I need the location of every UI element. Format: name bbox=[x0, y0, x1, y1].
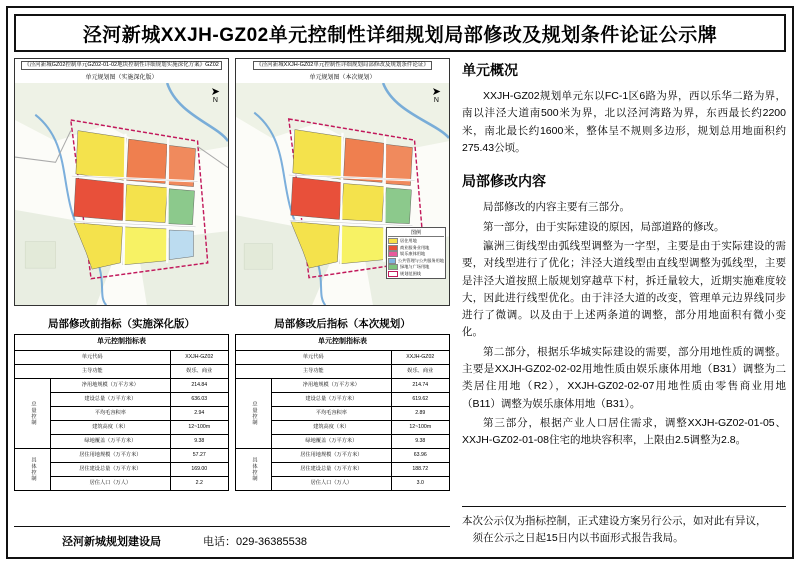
modification-paragraph: 第一部分，由于实际建设的原因，局部道路的修改。 bbox=[483, 220, 725, 233]
right-column bbox=[450, 58, 786, 551]
page-title: 泾河新城XXJH-GZ02单元控制性详细规划局部修改及规划条件论证公示牌 bbox=[82, 24, 718, 46]
maps-row bbox=[14, 58, 450, 306]
legend-item bbox=[388, 264, 444, 270]
legend-swatch bbox=[388, 245, 398, 251]
row-value: 2.2 bbox=[170, 477, 229, 491]
map-after bbox=[235, 58, 450, 306]
overview-paragraph: XXJH-GZ02规划单元东以FC-1区6路为界，西以乐华二路为界，南以沣泾大道南500米为界，北以泾河湾路为界，东西最长约2200米，南北最长约1600米，整体呈不规则多边形，规划总用地面积约275.43公顷。 bbox=[462, 90, 786, 154]
row-label: 居住人口（万人） bbox=[51, 477, 170, 491]
north-arrow-before bbox=[211, 87, 220, 104]
north-label-after: N bbox=[433, 96, 439, 104]
row-value: 636.03 bbox=[170, 393, 229, 407]
legend-swatch bbox=[388, 251, 398, 257]
notice-line-1: 本次公示仅为指标控制，正式建设方案另行公示，如对此有异议， bbox=[462, 515, 767, 528]
row-value: 214.84 bbox=[170, 379, 229, 393]
row-label: 单元代码 bbox=[15, 351, 171, 365]
table-row bbox=[15, 365, 229, 379]
row-label: 居住建设总量（万平方米） bbox=[272, 463, 391, 477]
indicator-table-before-heading: 局部修改前指标（实施深化版） bbox=[48, 318, 195, 330]
north-arrow-icon: ➤ bbox=[210, 85, 220, 98]
group-label: 具体控制 bbox=[15, 449, 51, 491]
table-row bbox=[15, 379, 229, 393]
issuing-department: 泾河新城规划建设局 bbox=[62, 536, 161, 548]
north-arrow-icon: ➤ bbox=[431, 85, 441, 98]
indicator-table-before bbox=[14, 334, 229, 491]
row-value: 57.27 bbox=[170, 449, 229, 463]
row-value: 娱乐、商业 bbox=[170, 365, 229, 379]
row-label: 居住用地规模（万平方米） bbox=[272, 449, 391, 463]
row-value: 63.96 bbox=[391, 449, 450, 463]
north-label-before: N bbox=[212, 96, 218, 104]
row-label: 主导功能 bbox=[236, 365, 392, 379]
section-title-overview: 单元概况 bbox=[462, 62, 518, 78]
map-before-subcaption: 单元规划图（实施深化版） bbox=[85, 74, 158, 81]
map-before-graphic bbox=[15, 83, 228, 305]
indicator-table-before-wrap bbox=[14, 312, 229, 491]
row-value: 娱乐、商业 bbox=[391, 365, 450, 379]
north-arrow-after bbox=[432, 87, 441, 104]
modification-paragraph: 第二部分，根据乐华城实际建设的需要，部分用地性质的调整。主要是XXJH-GZ02-02-02用地性质由娱乐康体用地（B31）调整为二类居住用地（R2），XXJH-GZ02-02-07用地性质由零售商业用地（B11）调整为娱乐康体用地（B31）。 bbox=[462, 345, 786, 410]
legend-label: 规划范围线 bbox=[400, 270, 421, 276]
legend-label: 商业服务业用地 bbox=[400, 244, 430, 250]
row-value: 9.38 bbox=[391, 435, 450, 449]
map-after-caption bbox=[236, 59, 449, 71]
row-label: 建设总量（万平方米） bbox=[272, 393, 391, 407]
indicator-table-after-wrap bbox=[235, 312, 450, 491]
legend-swatch bbox=[388, 238, 398, 244]
modification-paragraph: 局部修改的内容主要有三部分。 bbox=[483, 201, 630, 214]
row-label: 绿地覆盖（万平方米） bbox=[272, 435, 391, 449]
legend-swatch bbox=[388, 264, 398, 270]
group-label: 总量控制 bbox=[236, 379, 272, 449]
modification-paragraph: 第三部分，根据产业人口居住需求，调整XXJH-GZ02-01-05、XXJH-GZ02-01-08住宅的地块容积率，上限由2.5调整为2.8。 bbox=[462, 417, 786, 447]
row-label: 建设总量（万平方米） bbox=[51, 393, 170, 407]
board-title-bar bbox=[14, 14, 786, 52]
row-value: 3.0 bbox=[391, 477, 450, 491]
legend-item bbox=[388, 258, 444, 264]
table-row bbox=[236, 379, 450, 393]
legend-label: 娱乐康体用地 bbox=[400, 251, 426, 256]
row-value: 2.89 bbox=[391, 407, 450, 421]
row-value: 2.94 bbox=[170, 407, 229, 421]
legend-item bbox=[388, 245, 444, 251]
legend-label: 绿地与广场用地 bbox=[400, 264, 430, 269]
left-column bbox=[14, 58, 450, 551]
map-after-legend bbox=[386, 227, 446, 279]
map-after-caption-text: 《泾河新城XXJH-GZ02单元控制性详细规划局部修改及规划条件论证》 bbox=[253, 61, 432, 70]
group-label: 具体控制 bbox=[236, 449, 272, 491]
row-value: 12~100m bbox=[391, 421, 450, 435]
row-value: 188.72 bbox=[391, 463, 450, 477]
group-label: 总量控制 bbox=[15, 379, 51, 449]
map-after-canvas bbox=[236, 83, 449, 305]
indicator-table-after bbox=[235, 334, 450, 491]
table-row bbox=[236, 449, 450, 463]
legend-swatch bbox=[388, 271, 398, 277]
indicator-table-after-heading: 局部修改后指标（本次规划） bbox=[274, 318, 411, 330]
indicator-tables-row bbox=[14, 312, 450, 491]
modification-paragraph: 瀛洲三街线型由弧线型调整为一字型，主要是由于实际建设的需要，对线型进行了优化；沣泾大道线型由直线型调整为弧线型，主要是沣泾大道按照上版规划穿越草下村，拆迁量较大，近期实施难度较大，因此进行线型优化。由于沣泾大道的改变，管理单元边界线同步进行了微调。以及由于上述两条道的调整，部分用地面积有微小变化。 bbox=[462, 239, 786, 339]
row-value: 214.74 bbox=[391, 379, 450, 393]
row-label: 单元代码 bbox=[236, 351, 392, 365]
section-title-modifications: 局部修改内容 bbox=[462, 173, 546, 190]
table-row bbox=[15, 449, 229, 463]
row-label: 建筑高度（米） bbox=[272, 421, 391, 435]
row-label: 建筑高度（米） bbox=[51, 421, 170, 435]
table-title: 单元控制指标表 bbox=[15, 335, 229, 351]
row-label: 平均毛容积率 bbox=[272, 407, 391, 421]
legend-label: 居住用地 bbox=[400, 238, 417, 243]
legend-item bbox=[388, 271, 444, 277]
row-value: 619.62 bbox=[391, 393, 450, 407]
table-row bbox=[15, 351, 229, 365]
row-label: 居住人口（万人） bbox=[272, 477, 391, 491]
legend-label: 公共管理与公共服务用地 bbox=[397, 257, 444, 263]
map-before-caption-text: 《泾河新城GZ02控制单元GZ02-01-02地块控制性详细规划实施深化方案》GZ02 bbox=[21, 61, 222, 70]
row-value: 169.00 bbox=[170, 463, 229, 477]
footer-bar bbox=[14, 526, 450, 549]
row-label: 净用地规模（万平方米） bbox=[51, 379, 170, 393]
board-content bbox=[14, 58, 786, 551]
legend-item bbox=[388, 238, 444, 244]
row-label: 居住建设总量（万平方米） bbox=[51, 463, 170, 477]
legend-title: 图例 bbox=[388, 229, 444, 237]
table-title: 单元控制指标表 bbox=[236, 335, 450, 351]
row-label: 平均毛容积率 bbox=[51, 407, 170, 421]
notice-line-2: 须在公示之日起15日内以书面形式报告我局。 bbox=[472, 532, 684, 545]
row-label: 主导功能 bbox=[15, 365, 171, 379]
legend-item bbox=[388, 251, 444, 257]
row-label: 居住用地规模（万平方米） bbox=[51, 449, 170, 463]
map-before-caption bbox=[15, 59, 228, 71]
row-value: XXJH-GZ02 bbox=[170, 351, 229, 365]
row-value: 9.38 bbox=[170, 435, 229, 449]
map-before-canvas bbox=[15, 83, 228, 305]
contact-phone: 电话：029-36385538 bbox=[203, 536, 307, 548]
notice-block bbox=[462, 506, 786, 547]
legend-swatch bbox=[388, 258, 396, 264]
table-row bbox=[236, 365, 450, 379]
row-value: XXJH-GZ02 bbox=[391, 351, 450, 365]
row-label: 绿地覆盖（万平方米） bbox=[51, 435, 170, 449]
map-before bbox=[14, 58, 229, 306]
row-value: 12~100m bbox=[170, 421, 229, 435]
row-label: 净用地规模（万平方米） bbox=[272, 379, 391, 393]
table-row bbox=[236, 351, 450, 365]
map-after-subcaption: 单元规划图（本次规划） bbox=[309, 74, 376, 81]
